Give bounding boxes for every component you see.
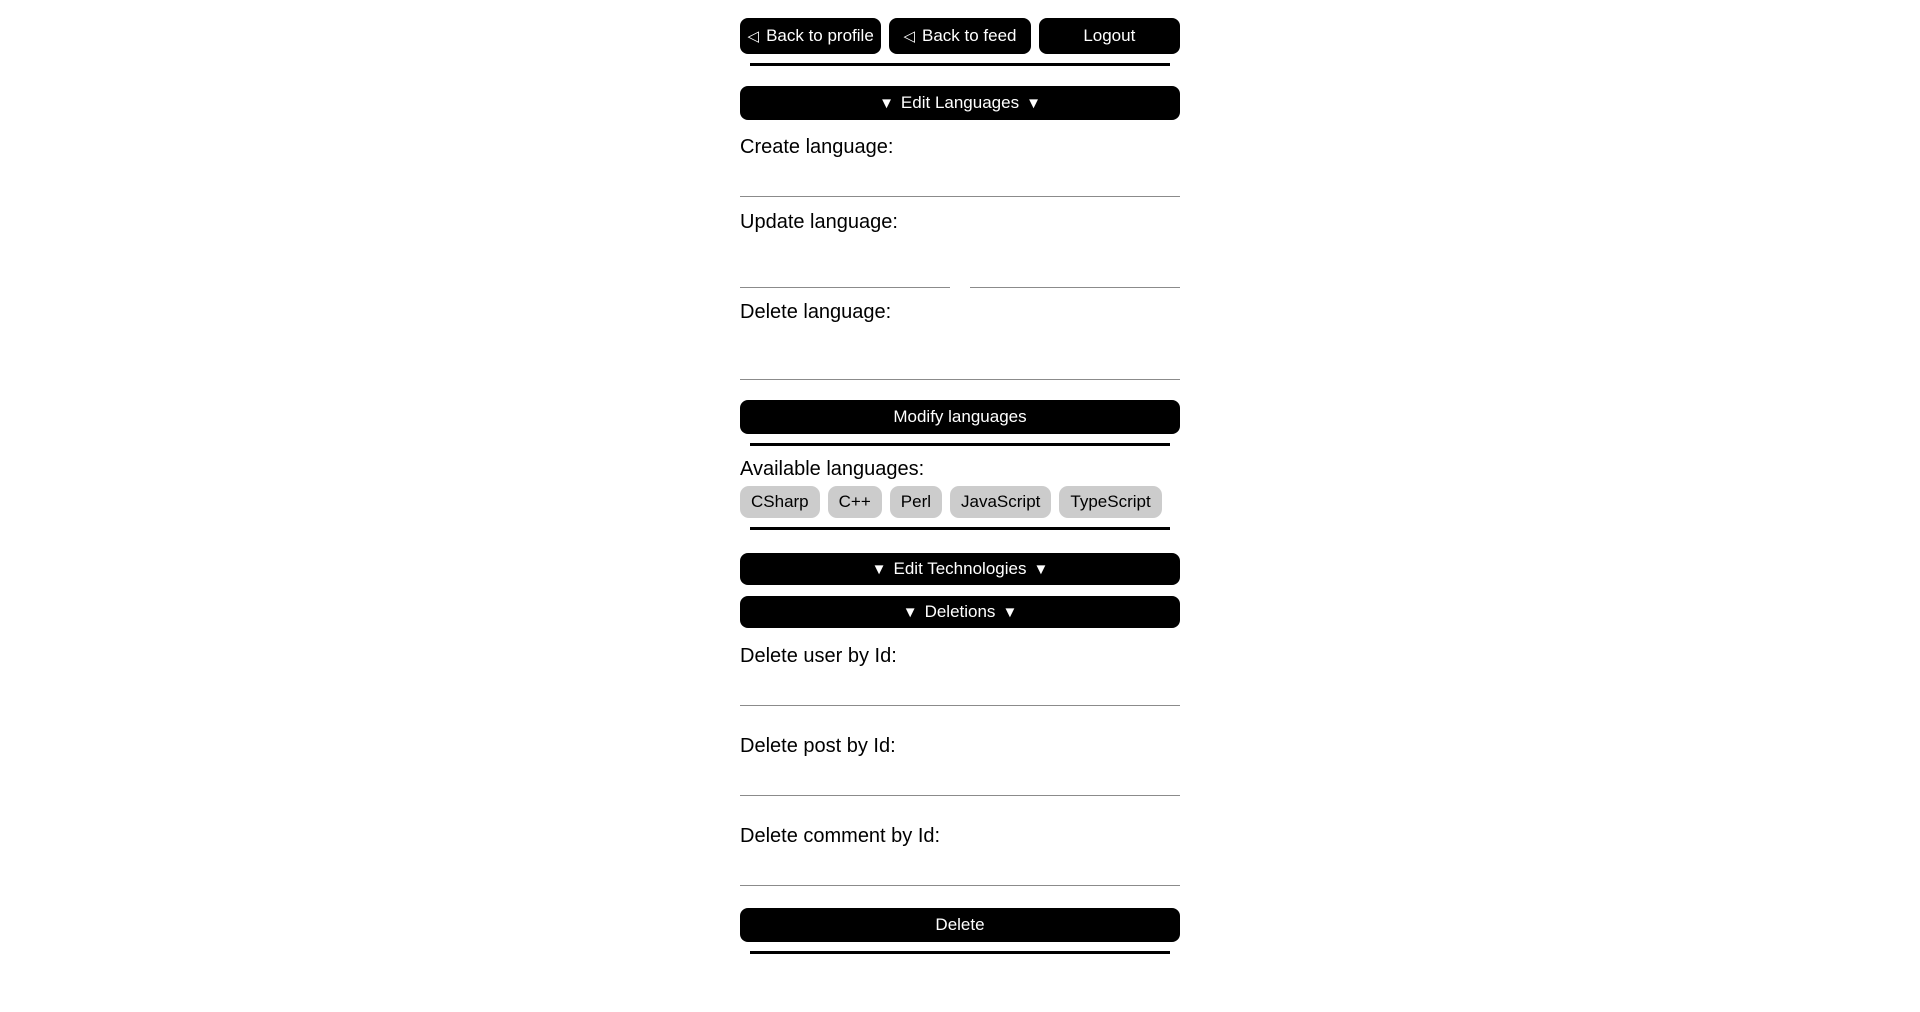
triangle-down-icon: ▼ (879, 94, 894, 112)
update-language-from-input[interactable] (740, 258, 950, 288)
update-language-inputs (740, 258, 1180, 288)
delete-post-label: Delete post by Id: (740, 735, 896, 757)
back-to-feed-label: Back to feed (922, 26, 1017, 45)
language-chip[interactable]: C++ (828, 486, 882, 518)
deletions-toggle[interactable] (740, 596, 1180, 628)
triangle-down-icon: ▼ (1002, 603, 1018, 621)
delete-comment-label: Delete comment by Id: (740, 825, 941, 847)
delete-user-label: Delete user by Id: (740, 645, 897, 667)
deletions-label: Deletions (924, 602, 996, 621)
triangle-down-icon: ▼ (1026, 94, 1041, 112)
triangle-left-icon: ◁ (747, 27, 760, 45)
update-language-label: Update language: (740, 211, 898, 233)
logout-button[interactable] (1039, 18, 1180, 54)
language-chip[interactable]: TypeScript (1059, 486, 1161, 518)
divider (750, 443, 1170, 446)
triangle-left-icon: ◁ (903, 27, 915, 45)
divider (750, 951, 1170, 954)
delete-post-field (740, 735, 1180, 796)
language-chip[interactable]: Perl (890, 486, 942, 518)
triangle-down-icon: ▼ (902, 603, 918, 621)
update-language-field (740, 211, 1180, 288)
edit-technologies-toggle[interactable] (740, 553, 1180, 585)
language-chips (740, 486, 1180, 518)
create-language-input[interactable] (740, 167, 1180, 197)
create-language-field (740, 136, 1180, 197)
delete-button[interactable] (740, 908, 1180, 942)
delete-user-field (740, 645, 1180, 706)
delete-post-input[interactable] (740, 766, 1180, 796)
top-nav (740, 18, 1180, 54)
delete-language-input[interactable] (740, 350, 1180, 380)
language-chip[interactable]: CSharp (740, 486, 820, 518)
back-to-profile-button[interactable] (740, 18, 881, 54)
delete-user-input[interactable] (740, 676, 1180, 706)
delete-language-label: Delete language: (740, 301, 892, 323)
divider (750, 63, 1170, 66)
triangle-down-icon: ▼ (1033, 560, 1049, 578)
triangle-down-icon: ▼ (871, 560, 887, 578)
delete-comment-input[interactable] (740, 856, 1180, 886)
admin-panel (740, 0, 1180, 954)
edit-technologies-label: Edit Technologies (893, 559, 1027, 578)
back-to-feed-button[interactable] (889, 18, 1030, 54)
delete-language-field (740, 301, 1180, 380)
delete-comment-field (740, 825, 1180, 886)
logout-label: Logout (1083, 26, 1136, 45)
modify-languages-label: Modify languages (893, 407, 1027, 426)
modify-languages-button[interactable] (740, 400, 1180, 434)
divider (750, 527, 1170, 530)
available-languages-label: Available languages: (740, 458, 925, 480)
delete-button-label: Delete (935, 915, 985, 934)
edit-languages-toggle[interactable] (740, 86, 1180, 120)
update-language-to-input[interactable] (970, 258, 1180, 288)
create-language-label: Create language: (740, 136, 894, 158)
language-chip[interactable]: JavaScript (950, 486, 1051, 518)
edit-languages-label: Edit Languages (900, 93, 1020, 112)
back-to-profile-label: Back to profile (766, 26, 874, 45)
